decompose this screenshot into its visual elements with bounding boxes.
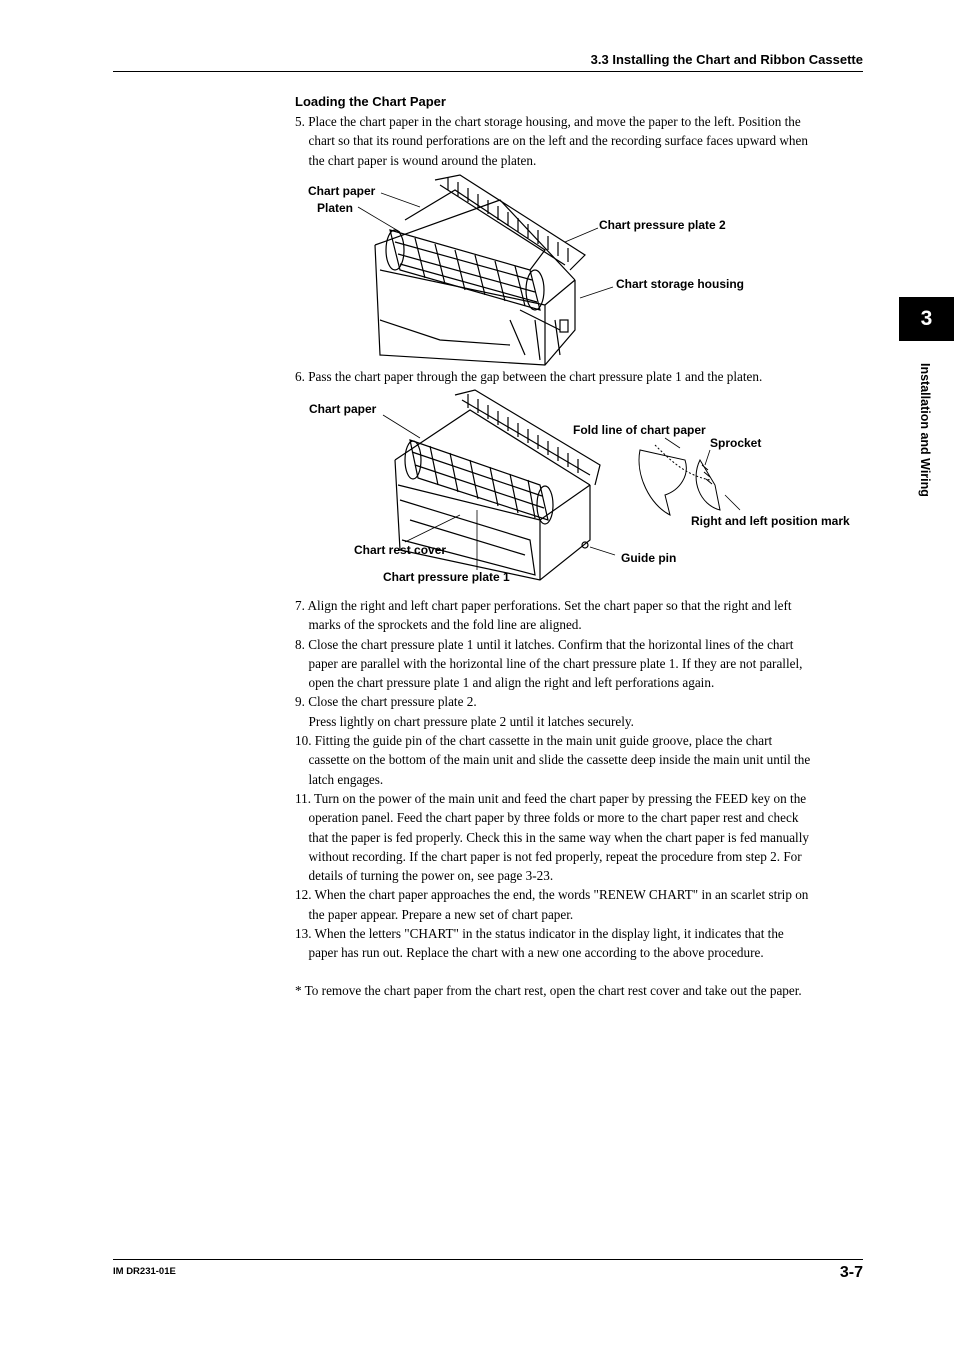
- step-text-line: 8. Close the chart pressure plate 1 until it latches. Confirm that the horizontal lines of the chart: [295, 636, 794, 652]
- label-chart-pressure-plate-1: Chart pressure plate 1: [383, 570, 510, 584]
- step-text-line: cassette on the bottom of the main unit and slide the cassette deep inside the main unit until the: [308, 752, 811, 768]
- step-text-line: 12. When the chart paper approaches the end, the words "RENEW CHART" in an scarlet strip on: [295, 887, 809, 903]
- step-text-line: paper has run out. Replace the chart with a new one according to the above procedure.: [308, 945, 764, 961]
- label-platen: Platen: [317, 201, 354, 215]
- section-title: Loading the Chart Paper: [295, 94, 446, 109]
- label-chart-pressure-plate-2: Chart pressure plate 2: [599, 218, 726, 232]
- label-guide-pin: Guide pin: [621, 551, 677, 565]
- label-chart-paper: Chart paper: [308, 184, 376, 198]
- chapter-side-label: Installation and Wiring: [918, 363, 932, 497]
- note: [295, 981, 865, 1000]
- step-text-line: operation panel. Feed the chart paper by three folds or more to the chart paper rest and check: [308, 810, 799, 826]
- step-text-line: without recording. If the chart paper is not fed properly, repeat the procedure from step 2. For: [308, 848, 802, 864]
- step-5: [295, 112, 865, 170]
- page-number: 3-7: [839, 1264, 863, 1281]
- step-text-line: 13. When the letters "CHART" in the status indicator in the display light, it indicates that the: [295, 926, 784, 942]
- running-header: 3.3 Installing the Chart and Ribbon Cassette: [590, 52, 863, 67]
- step-text-line: 10. Fitting the guide pin of the chart cassette in the main unit guide groove, place the chart: [295, 733, 773, 749]
- step-6: [295, 367, 865, 386]
- figure-1-illustration: [360, 170, 590, 370]
- step-text-line: that the paper is fed properly. Check this in the same way when the chart paper is fed manually: [308, 829, 809, 845]
- step-text-line: paper are parallel with the horizontal line of the chart pressure plate 1. If they are not parallel,: [308, 655, 803, 671]
- note-text: * To remove the chart paper from the chart rest, open the chart rest cover and take out the paper.: [295, 983, 802, 998]
- step-text-line: the paper appear. Prepare a new set of chart paper.: [308, 906, 574, 922]
- step-text-line: latch engages.: [308, 771, 384, 787]
- step-text-line: 5. Place the chart paper in the chart storage housing, and move the paper to the left. Position the: [295, 114, 801, 129]
- label-fold-line: Fold line of chart paper: [573, 423, 706, 437]
- step-text-line: 11. Turn on the power of the main unit and feed the chart paper by pressing the FEED key on the: [295, 790, 807, 806]
- label-chart-paper: Chart paper: [309, 402, 377, 416]
- step-text-line: Press lightly on chart pressure plate 2 until it latches securely.: [308, 713, 634, 729]
- step-text-line: 6. Pass the chart paper through the gap between the chart pressure plate 1 and the platen.: [295, 369, 763, 384]
- steps-7-13: [295, 596, 865, 963]
- footer-rule: [113, 1259, 863, 1260]
- header-rule: [113, 71, 863, 72]
- document-id: IM DR231-01E: [113, 1266, 176, 1277]
- label-chart-storage-housing: Chart storage housing: [616, 277, 745, 291]
- label-position-mark: Right and left position mark: [691, 514, 850, 528]
- step-text-line: chart so that its round perforations are on the left and the recording surface faces upward when: [308, 133, 808, 149]
- chapter-tab: 3: [899, 297, 954, 341]
- step-text-line: 9. Close the chart pressure plate 2.: [295, 694, 477, 710]
- step-text-line: details of turning the power on, see page 3-23.: [308, 868, 554, 884]
- label-sprocket: Sprocket: [710, 436, 762, 450]
- step-text-line: the chart paper is wound around the platen.: [308, 152, 537, 168]
- step-text-line: 7. Align the right and left chart paper perforations. Set the chart paper so that the right and left: [295, 598, 792, 613]
- label-chart-rest-cover: Chart rest cover: [354, 543, 447, 557]
- step-text-line: marks of the sprockets and the fold line are aligned.: [308, 617, 582, 633]
- step-text-line: open the chart pressure plate 1 and align the right and left perforations again.: [308, 675, 715, 691]
